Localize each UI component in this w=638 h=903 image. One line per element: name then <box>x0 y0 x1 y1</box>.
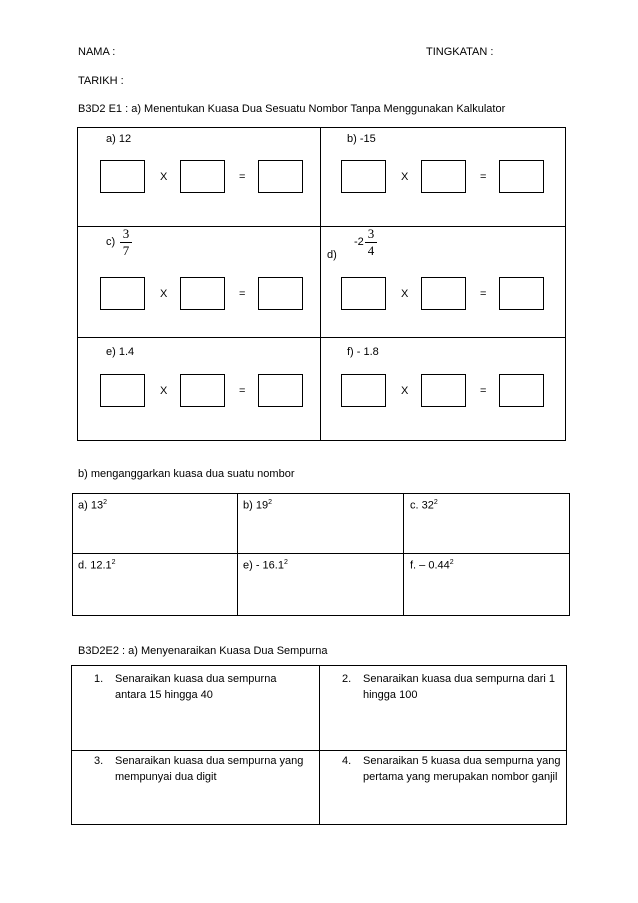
item-b-label: b) -15 <box>347 133 376 145</box>
estimate-cell: c. $32^2$ <box>410 499 438 512</box>
times-sign: X <box>160 288 168 300</box>
estimate-cell: d. 12.1$^2$ <box>78 559 116 572</box>
section3-vdivider <box>319 665 320 825</box>
list-task-item: 2. Senaraikan kuasa dua sempurna dari 1 hingga 100 <box>342 673 556 701</box>
answer-box[interactable] <box>258 277 303 310</box>
estimate-cell: e) - 16.1$^2$ <box>243 559 288 572</box>
answer-box[interactable] <box>421 277 466 310</box>
answer-box[interactable] <box>341 277 386 310</box>
answer-box[interactable] <box>341 160 386 193</box>
answer-box[interactable] <box>258 160 303 193</box>
answer-box[interactable] <box>421 374 466 407</box>
section2-vdivider-2 <box>403 493 404 616</box>
answer-box[interactable] <box>100 160 145 193</box>
item-f-label: f) - 1.8 <box>347 346 379 358</box>
section1-hdivider-1 <box>77 226 566 227</box>
section3-title: B3D2E2 : a) Menyenaraikan Kuasa Dua Sempurna <box>78 645 328 657</box>
answer-box[interactable] <box>180 160 225 193</box>
section3-hdivider <box>71 750 567 751</box>
item-d-fraction: 3 4 <box>365 227 377 258</box>
item-d-label: d) <box>327 249 337 261</box>
answer-box[interactable] <box>499 277 544 310</box>
item-c-label: c) <box>106 236 116 248</box>
answer-box[interactable] <box>180 277 225 310</box>
answer-box[interactable] <box>421 160 466 193</box>
nama-label: NAMA : <box>78 46 116 58</box>
answer-box[interactable] <box>100 374 145 407</box>
estimate-cell: a) $13^2$ <box>78 499 107 512</box>
tarikh-label: TARIKH : <box>78 75 124 87</box>
equals-sign: = <box>480 288 487 300</box>
answer-box[interactable] <box>499 374 544 407</box>
times-sign: X <box>401 385 409 397</box>
equals-sign: = <box>239 385 246 397</box>
item-a-label: a) 12 <box>106 133 132 145</box>
times-sign: X <box>160 171 168 183</box>
list-task-item: 1. Senaraikan kuasa dua sempurna antara 15 hingga 40 <box>94 673 277 701</box>
item-d-whole: -2 <box>354 236 364 248</box>
section1-vdivider <box>320 127 321 441</box>
item-e-label: e) 1.4 <box>106 346 135 358</box>
list-task-item: 3. Senaraikan kuasa dua sempurna yang mempunyai dua digit <box>94 755 304 783</box>
times-sign: X <box>401 288 409 300</box>
equals-sign: = <box>239 288 246 300</box>
item-c-fraction: 3 7 <box>120 227 132 258</box>
answer-box[interactable] <box>499 160 544 193</box>
section1-table <box>77 127 566 441</box>
times-sign: X <box>401 171 409 183</box>
section2-vdivider-1 <box>237 493 238 616</box>
equals-sign: = <box>480 171 487 183</box>
tingkatan-label: TINGKATAN : <box>426 46 494 58</box>
answer-box[interactable] <box>258 374 303 407</box>
estimate-cell: b) $19^2$ <box>243 499 272 512</box>
answer-box[interactable] <box>180 374 225 407</box>
section2-hdivider <box>72 553 570 554</box>
equals-sign: = <box>239 171 246 183</box>
section2-title: b) menganggarkan kuasa dua suatu nombor <box>78 468 295 480</box>
answer-box[interactable] <box>341 374 386 407</box>
equals-sign: = <box>480 385 487 397</box>
estimate-cell: f. – 0.44$^2$ <box>410 559 454 572</box>
list-task-item: 4. Senaraikan 5 kuasa dua sempurna yang pertama yang merupakan nombor ganjil <box>342 755 561 783</box>
section1-title: B3D2 E1 : a) Menentukan Kuasa Dua Sesuatu Nombor Tanpa Menggunakan Kalkulator <box>78 103 506 115</box>
answer-box[interactable] <box>100 277 145 310</box>
section2-table <box>72 493 570 616</box>
times-sign: X <box>160 385 168 397</box>
section1-hdivider-2 <box>77 337 566 338</box>
